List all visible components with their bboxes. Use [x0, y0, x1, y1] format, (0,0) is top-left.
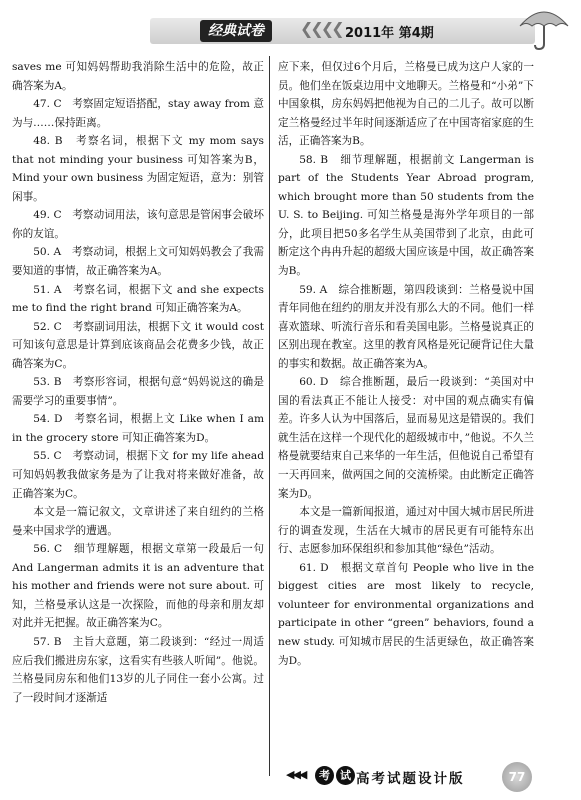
left-column — [12, 58, 264, 707]
answer-paragraph: 57. B 主旨大意题，第二段谈到：“经过一周适应后我们搬进房东家，这看实有些骇人听闻”。他说。兰格曼同房东和他们13岁的儿子同住一套小公寓。过了一段时间才逐渐适 — [12, 635, 264, 704]
footer-title: 高考试题设计版 — [356, 771, 465, 787]
answer-paragraph: 应下来，但仅过6个月后，兰格曼已成为这户人家的一员。他们坐在饭桌边用中文地聊天。兰格曼和“小弟”下中国象棋，房东妈妈把他视为自己的二儿子。故可以断定兰格曼经过半年时间逐渐适应了在中国寄宿家庭的生活，正确答案为B。 — [278, 61, 534, 148]
right-column — [278, 58, 534, 670]
answer-paragraph: saves me 可知妈妈帮助我消除生活中的危险，故正确答案为A。 — [12, 61, 264, 92]
page-number: 77 — [502, 762, 532, 792]
journal-logo: 经典试卷 — [200, 20, 272, 42]
answer-paragraph: 47. C 考察固定短语搭配，stay away from 意为与……保持距离。 — [12, 98, 264, 129]
answer-paragraph: 58. B 细节理解题，根据前文 Langerman is part of the Students Year Abroad program, which brought more than 50 students from the U. S. to Beijing. 可知兰格曼是海外学年项目的一部分，此项目把50多名学生从美国带到了北京，由此可断定这个冉冉升起的超级大国应该是中国，故正确答案为B。 — [278, 153, 534, 278]
answer-paragraph: 53. B 考察形容词，根据句意“妈妈说这的确是需要学习的重要事情”。 — [12, 376, 264, 407]
answer-paragraph: 本文是一篇记叙文，文章讲述了来自纽约的兰格曼来中国求学的遭遇。 — [12, 506, 264, 537]
answer-paragraph: 51. A 考察名词，根据下文 and she expects me to find the right brand 可知正确答案为A。 — [12, 283, 264, 315]
answer-paragraph: 48. B 考察名词，根据下文 my mom says that not minding your business 可知答案为B，Mind your own business 为固定短语，意为：别管闲事。 — [12, 135, 264, 203]
answer-paragraph: 55. C 考察动词，根据下文 for my life ahead 可知妈妈教我做家务是为了让我对将来做好准备，故正确答案为C。 — [12, 450, 264, 500]
page-footer — [0, 758, 581, 800]
answer-paragraph: 49. C 考察动词用法，该句意思是管闲事会破坏你的友谊。 — [12, 209, 264, 240]
umbrella-icon — [516, 4, 572, 52]
answer-paragraph: 56. C 细节理解题，根据文章第一段最后一句 And Langerman admits it is an adventure that his mother and friends were not sure about. 可知，兰格曼承认这是一次探险，而他的母亲和朋友却对此并无把握。故正确答案为C。 — [12, 543, 264, 630]
footer-badge-kao: 考 — [315, 766, 334, 785]
chevrons-icon: ❮❮❮❮ — [300, 19, 342, 38]
footer-badge-shi: 试 — [336, 766, 355, 785]
answer-paragraph: 本文是一篇新闻报道，通过对中国大城市居民所进行的调查发现，生活在大城市的居民更有可能特东出行、志愿参加环保组织和参加其他“绿色”活动。 — [278, 506, 534, 556]
answer-paragraph: 50. A 考察动词，根据上文可知妈妈教会了我需要知道的事情，故正确答案为A。 — [12, 246, 264, 278]
issue-label: 2011年 第4期 — [345, 26, 434, 41]
answer-paragraph: 54. D 考察名词，根据上文 Like when I am in the grocery store 可知正确答案为D。 — [12, 413, 264, 444]
answer-paragraph: 61. D 根据文章首句 People who live in the biggest cities are most likely to recycle, volunteer for environmental organizations and participate in other “green” behaviors, found a new study. 可知城市居民的生活更绿色，故正确答案为D。 — [278, 561, 534, 667]
page-header — [0, 0, 581, 50]
answer-paragraph: 60. D 综合推断题，最后一段谈到：“美国对中国的看法真正不能让人接受：对中国的观点确实有偏差。许多人认为中国落后，显而易见这是错误的。我们就生活在这样一个现代化的超级城市中，”他说。不久兰格曼就要结束自己来华的一年生活，但他说自己希望有一天再回来，做两国之间的交流桥梁。由此断定正确答案为D。 — [278, 376, 534, 500]
arrows-icon: ◀◀◀ — [286, 768, 306, 781]
answer-paragraph: 52. C 考察副词用法，根据下文 it would cost 可知该句意思是计算到底该商品会花费多少钱，故正确答案为C。 — [12, 320, 264, 370]
answer-paragraph: 59. A 综合推断题，第四段谈到：兰格曼说中国青年同他在纽约的朋友并没有那么大的不同。他们一样喜欢篮球、听流行音乐和看美国电影。兰格曼说真正的区别出现在教室。这里的教育风格是死记硬背记住大量的事实和数据。故正确答案为A。 — [278, 283, 534, 370]
column-divider — [269, 56, 270, 776]
